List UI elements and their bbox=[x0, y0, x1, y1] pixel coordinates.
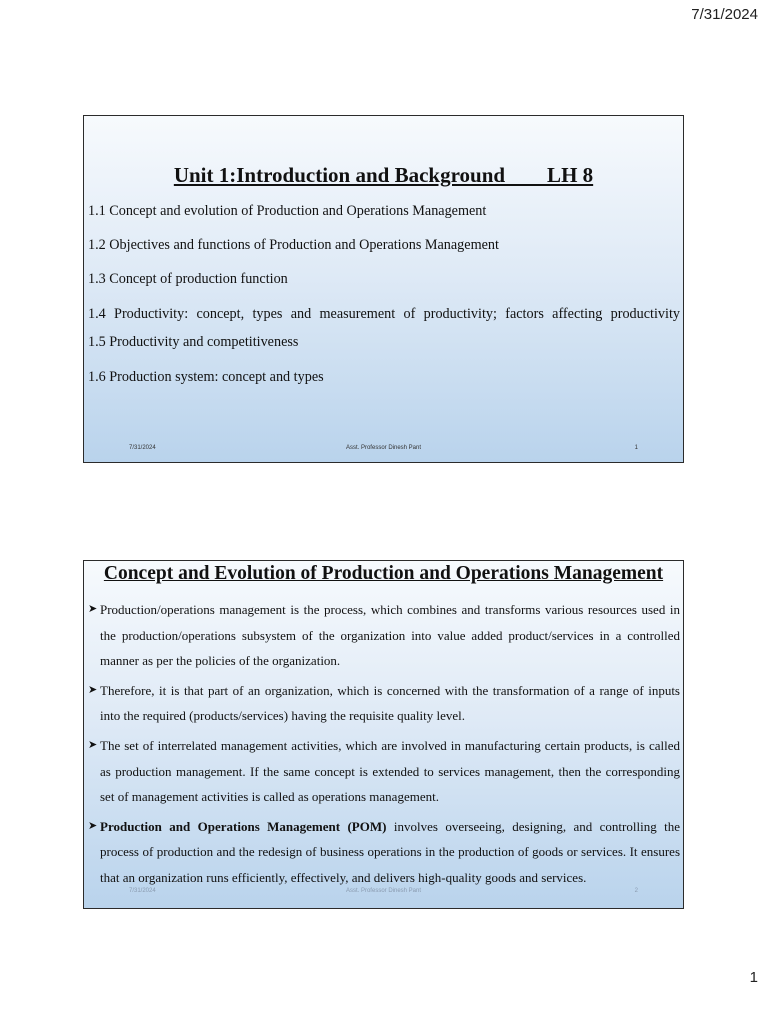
topic-item: 1.3 Concept of production function bbox=[88, 271, 288, 287]
arrowhead-bullet-icon: ➤ bbox=[88, 683, 98, 696]
bullet-text: The set of interrelated management activities, which are involved in manufacturing certain products, is called as production management. If the same concept is extended to services management, then the corresponding set of management activities is called as operations management. bbox=[100, 737, 680, 805]
footer-date: 7/31/2024 bbox=[129, 445, 156, 451]
bullet-item bbox=[88, 597, 680, 674]
bullet-item bbox=[88, 678, 680, 729]
arrowhead-bullet-icon: ➤ bbox=[88, 738, 98, 751]
footer-date: 7/31/2024 bbox=[129, 888, 156, 894]
bullet-text: Production/operations management is the process, which combines and transforms various resources used in the production/operations subsystem of the organization into value added product/services in a controlled manner as per the policies of the organization. bbox=[100, 602, 680, 669]
arrowhead-bullet-icon: ➤ bbox=[88, 603, 98, 615]
page-number: 1 bbox=[749, 969, 758, 986]
bullet-bold: Production and Operations Management (POM) bbox=[100, 818, 387, 834]
bullet-list bbox=[88, 597, 680, 895]
slide-1 bbox=[83, 115, 684, 463]
bullet-text: involves overseeing, designing, and controlling the process of production and the redesign of business operations in the production of goods or services. It ensures that an organization runs efficiently, effectively, and delivers high-quality goods and services. bbox=[100, 818, 680, 885]
arrowhead-bullet-icon: ➤ bbox=[88, 819, 98, 832]
topic-item: 1.2 Objectives and functions of Production and Operations Management bbox=[88, 237, 499, 253]
footer-author: Asst. Professor Dinesh Pant bbox=[345, 445, 422, 451]
topic-item: 1.6 Production system: concept and types bbox=[88, 369, 324, 385]
bullet-item bbox=[88, 814, 680, 891]
footer-author: Asst. Professor Dinesh Pant bbox=[345, 888, 422, 894]
page-date: 7/31/2024 bbox=[691, 6, 758, 23]
slide-2-title: Concept and Evolution of Production and Operations Management bbox=[103, 563, 664, 584]
slide-1-title: Unit 1:Introduction and Background LH 8 bbox=[173, 163, 594, 187]
bullet-item bbox=[88, 733, 680, 810]
footer-slide-number: 1 bbox=[634, 445, 638, 451]
topic-list bbox=[88, 202, 680, 386]
bullet-text: Therefore, it is that part of an organization, which is concerned with the transformation of a range of inputs into the required (products/services) having the requisite quality level. bbox=[100, 682, 680, 724]
footer-slide-number: 2 bbox=[634, 888, 638, 894]
topic-item: 1.1 Concept and evolution of Production and Operations Management bbox=[88, 203, 487, 219]
topic-item: 1.4 Productivity: concept, types and measurement of productivity; factors affecting productivity bbox=[88, 306, 680, 322]
topic-item: 1.5 Productivity and competitiveness bbox=[88, 334, 299, 350]
slide-2 bbox=[83, 560, 684, 909]
